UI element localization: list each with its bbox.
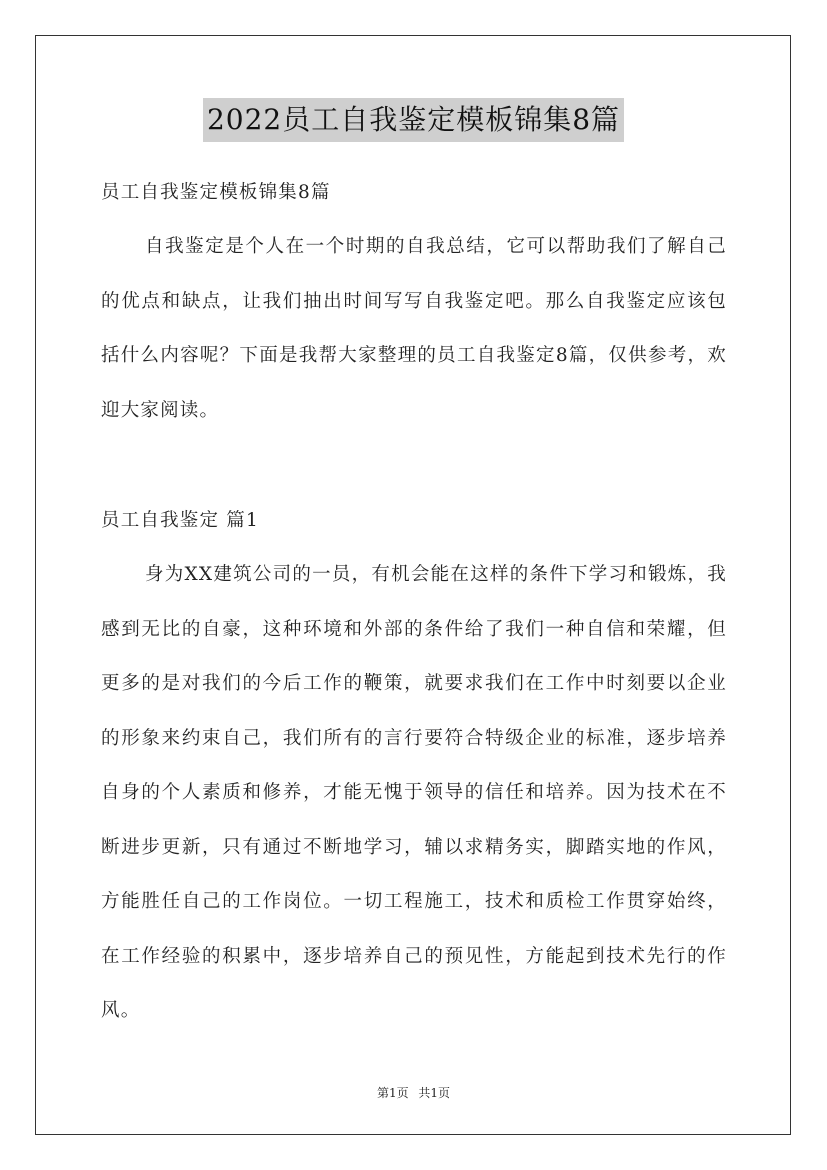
document-subtitle: 员工自我鉴定模板锦集8篇 (101, 182, 331, 203)
page-footer (0, 1084, 827, 1101)
section-paragraph: 身为XX建筑公司的一员，有机会能在这样的条件下学习和锻炼，我感到无比的自豪，这种环境和外部的条件给了我们一种自信和荣耀，但更多的是对我们的今后工作的鞭策，就要求我们在工作中时刻要以企业的形象来约束自己，我们所有的言行要符合特级企业的标准，逐步培养自身的个人素质和修养，才能无愧于领导的信任和培养。因为技术在不断进步更新，只有通过不断地学习，辅以求精务实，脚踏实地的作风，方能胜任自己的工作岗位。一切工程施工，技术和质检工作贯穿始终，在工作经验的积累中，逐步培养自己的预见性，方能起到技术先行的作风。 (101, 564, 727, 1021)
section-heading: 员工自我鉴定 篇1 (101, 510, 259, 531)
intro-paragraph: 自我鉴定是个人在一个时期的自我总结，它可以帮助我们了解自己的优点和缺点，让我们抽出时间写写自我鉴定吧。那么自我鉴定应该包括什么内容呢？下面是我帮大家整理的员工自我鉴定8篇，仅供参考，欢迎大家阅读。 (101, 236, 727, 421)
page-number: 第1页 (376, 1086, 409, 1100)
page-total: 共1页 (418, 1086, 451, 1100)
document-title-container (0, 98, 827, 142)
document-title: 2022员工自我鉴定模板锦集8篇 (203, 98, 624, 142)
